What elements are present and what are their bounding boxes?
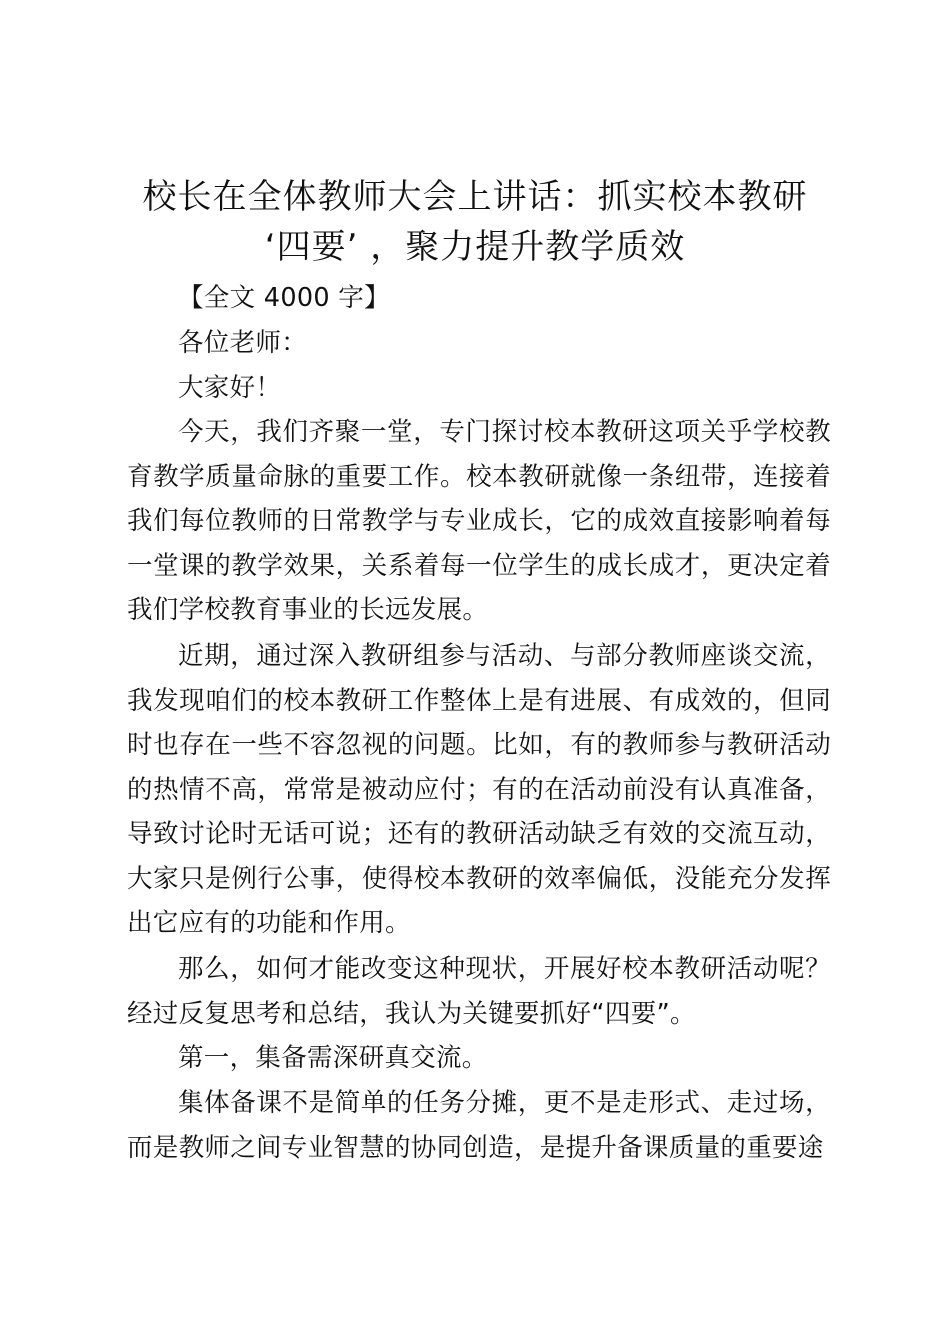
section-heading-first: 第一，集备需深研真交流。: [178, 1043, 488, 1073]
word-count-note: 【全文 4000 字】: [178, 283, 390, 313]
document-title-line-2: ‘四要’ ，聚力提升教学质效: [264, 227, 686, 267]
document-title-line-1: 校长在全体教师大会上讲话：抓实校本教研: [142, 177, 808, 217]
greeting: 大家好！: [178, 373, 282, 403]
salutation: 各位老师：: [178, 328, 308, 358]
paragraph-collective-lesson-prep: 集体备课不是简单的任务分摊，更不是走形式、走过场，而是教师之间专业智慧的协同创造，是提升备课质量的重要途: [127, 1088, 831, 1163]
paragraph-four-key-points: 那么，如何才能改变这种现状，开展好校本教研活动呢？经过反复思考和总结，我认为关键要抓好“四要”。: [127, 954, 831, 1029]
paragraph-intro: 今天，我们齐聚一堂，专门探讨校本教研这项关乎学校教育教学质量命脉的重要工作。校本教研就像一条纽带，连接着我们每位教师的日常教学与专业成长，它的成效直接影响着每一堂课的教学效果，关系着每一位学生的成长成才，更决定着我们学校教育事业的长远发展。: [127, 417, 831, 625]
paragraph-problems: 近期，通过深入教研组参与活动、与部分教师座谈交流，我发现咱们的校本教研工作整体上是有进展、有成效的，但同时也存在一些不容忽视的问题。比如，有的教师参与教研活动的热情不高，常常是被动应付；有的在活动前没有认真准备，导致讨论时无话可说；还有的教研活动缺乏有效的交流互动，大家只是例行公事，使得校本教研的效率偏低，没能充分发挥出它应有的功能和作用。: [127, 641, 831, 938]
